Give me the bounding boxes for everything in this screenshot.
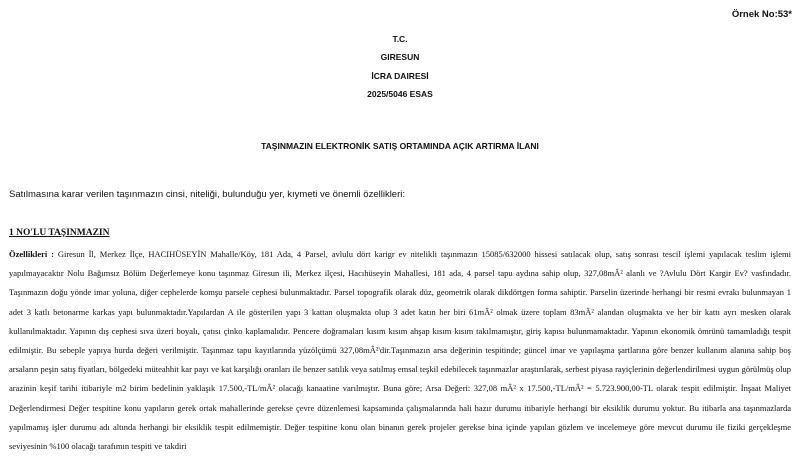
features-text: Giresun İl, Merkez İlçe, HACIHÜSEYİN Mahalle/Köy, 181 Ada, 4 Parsel, avlulu dört karigr ev nitelikli taşınmazın 15085/632000 hissesi satılacak olup, satış sonrası tescil işlemi yapılacak teslim işlemi yapılmayacaktır Nolu Bağımsız Bölüm Değerlemeye konu taşınmaz Giresun ili, Merkez ilçesi, Hacıhüseyin Mahallesi, 181 ada, 4 parsel tapu aydına sahip olup, 327,08mÂ² alanlı ve ?Avlulu Dört Kargir Ev? vasfındadır. Taşınmazın doğu yönde imar yoluna, diğer cephelerde komşu parsele cephesi bulunmaktadır. Parsel topografik olarak düz, geometrik olarak dikdörtgen forma sahiptir. Parselin üzerinde herhangi bir resmi evrakı bulunmayan 1 adet 3 katlı betonarme karkas yapı bulunmaktadır.Yapılardan A ile gösterilen yapı 3 kattan oluşmakta olup 3 adet katın her biri 61mÂ² olmak üzere toplam 83mÂ² alandan oluşmakta ve her bir kattı ayrı mesken olarak kullanılmaktadır. Yapının dış cephesi sıva üzeri boyalı, çatısı çinko kaplamalıdır. Pencere doğramaları kısım kısım ahşap kısım kısım takılmamıştır, giriş kapısı bulunmamaktadır. Yapının ekonomik ömrünü tamamladığı tespit edilmiştir. Bu sebeple yapıya hurda değeri verilmiştir. Taşınmaz tapu kayıtlarında yüzölçümü 327,08mÂ²'dir.Taşınmazın arsa değerinin tespitinde; güncel imar ve yapılaşma şartlarına göre benzer kullanım alanına sahip boş arsaların peşin satış fiyatları, bölgedeki müteahhit kar payı ve kat karşılığı oranları ile benzer satılık veya satılmış emsal teşkil edebilecek taşınmazlar araştırılarak, serbest piyasa rayiçlerinin değerlendirilmesi uygun görülmüş olup arazinin keşif tarihi itibariyle m2 birim bedelinin yaklaşık 17.500,-TL/mÂ² olacağı kanaatine varılmıştır. Buna göre; Arsa Değeri: 327,08 mÂ² x 17.500,-TL/mÂ² = 5.723.900,00-TL olarak tespit edilmiştir. İnşaat Maliyet Değerlendirmesi Değer tespitine konu yapıların gerek ortak mahallerinde gerekse çevre düzenlemesi kapsamında çalışmalarında hali hazır durumu itibariyle herhangi bir eksiklik durumu yoktur. Bu itibarla ana taşınmazlarda yapılmamış işler durumu adı altında herhangi bir eksiklik tespit edilmemiştir. Değer tespitine konu olan binanın gerek projeler gerekse bina içinde yapılan gözlem ve incelemeye göre mevcut durumu ile fiziki gerçekleşme seviyesinin %100 olacağı tarafımın tespiti ve takdiri: [9, 249, 792, 452]
document-title: TAŞINMAZIN ELEKTRONİK SATIŞ ORTAMINDA AÇIK ARTIRMA İLANI: [261, 141, 539, 151]
header-case-number: 2025/5046 ESAS: [367, 89, 433, 99]
features-label: Özellikleri :: [9, 249, 54, 259]
property-description: [9, 245, 791, 456]
sample-number: Örnek No:53*: [731, 9, 792, 20]
header-office: İCRA DAIRESİ: [371, 71, 429, 81]
intro-text: Satılmasına karar verilen taşınmazın cinsi, niteliği, bulunduğu yer, kıymeti ve önemli özellikleri:: [9, 189, 406, 200]
header-tc: T.C.: [392, 34, 408, 44]
header-city: GIRESUN: [380, 52, 420, 62]
section-heading: 1 NO'LU TAŞINMAZIN: [9, 228, 110, 238]
